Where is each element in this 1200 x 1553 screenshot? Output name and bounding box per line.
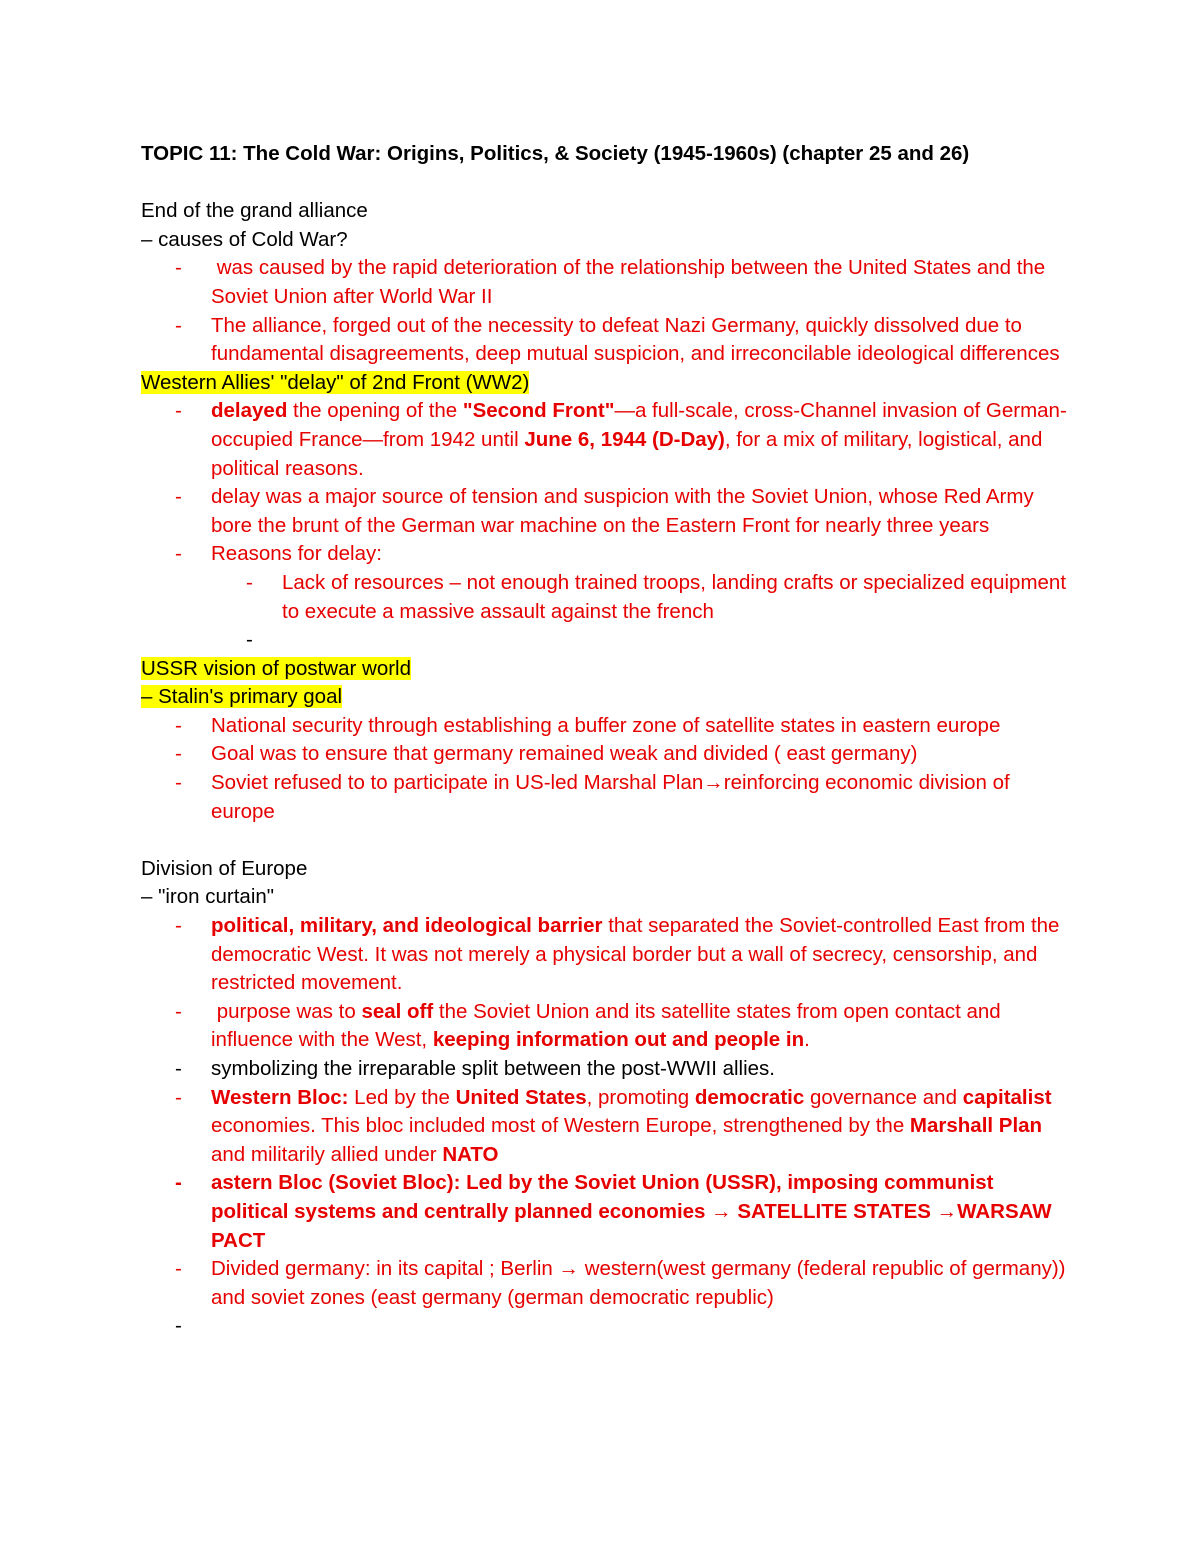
bold-term: capitalist [962,1085,1052,1109]
highlighted-subheading: – Stalin's primary goal [141,685,343,709]
text-run: . [804,1028,810,1052]
bold-term: delayed [211,399,288,423]
bullet-text: National security through establishing a buffer zone of satellite states in eastern europe [211,713,1001,737]
bold-term: United States [455,1085,587,1109]
bullet-text: Reasons for delay: [211,542,382,566]
page-title: TOPIC 11: The Cold War: Origins, Politics, & Society (1945-1960s) (chapter 25 and 26) [141,142,970,165]
list-item [141,254,1071,311]
bold-term: democratic [694,1085,805,1109]
subheading-causes: – causes of Cold War? [141,227,348,251]
bold-term: Marshall Plan [909,1114,1043,1138]
bullet-text: was caused by the rapid deterioration of the relationship between the United States and the Soviet Union after World War II [211,256,1051,308]
bullet-dash: - [246,570,253,594]
bullet-dash: - [175,914,182,938]
bullet-text [211,397,1071,483]
bullet-text: Lack of resources – not enough trained troops, landing crafts or specialized equipment to execute a massive assault against the french [282,570,1067,623]
bold-term: June 6, 1944 (D-Day) [524,427,725,451]
bullet-dash: - [175,256,182,280]
list-item [141,483,1071,540]
bold-term: Western Bloc: [211,1085,349,1109]
bullet-dash: - [175,399,182,423]
bullet-text: astern Bloc (Soviet Bloc): Led by the Soviet Union (USSR), imposing communist political systems and centrally planned economies → SATELLITE STATES →WARSAW PACT [211,1171,1052,1252]
heading-division-europe: Division of Europe [141,856,308,880]
list-item [141,712,1071,741]
list-item-empty [141,1312,1071,1341]
list-item [141,998,1071,1055]
list-item [141,769,1071,826]
bullet-dash: - [175,1314,182,1338]
bullet-dash: - [175,542,182,566]
highlighted-heading: Western Allies' "delay" of 2nd Front (WW2) [141,370,530,394]
list-item [141,1084,1071,1170]
heading-ussr-vision [141,655,1071,684]
document-body [141,140,1077,1341]
bullet-text: Divided germany: in its capital ; Berlin → western(west germany (federal republic of germany)) and soviet zones (east germany (german democratic republic) [211,1257,1077,1309]
bullet-text: The alliance, forged out of the necessity to defeat Nazi Germany, quickly dissolved due to fundamental disagreements, deep mutual suspicion, and irreconcilable ideological differences [211,313,1060,366]
bullet-text: Goal was to ensure that germany remained weak and divided ( east germany) [211,742,918,766]
bullet-text: symbolizing the irreparable split between the post-WWII allies. [211,1057,775,1080]
list-item [141,397,1071,483]
subheading-stalin-goal [141,683,1071,712]
sub-list-item-empty [141,626,1071,655]
bullet-dash: - [175,999,182,1023]
bold-term: NATO [442,1142,499,1166]
text-run: , promoting [586,1085,695,1109]
text-run: —a full-scale, cross-Channel invasion of German-occupied France—from 1942 until [211,399,1067,451]
subheading-iron-curtain: – "iron curtain" [141,885,275,909]
bold-term: seal off [361,999,434,1023]
bullet-dash: - [175,1057,182,1080]
text-run: and militarily allied under [211,1142,443,1166]
list-item [141,312,1071,369]
text-run: purpose was to [211,999,362,1023]
bullet-dash: - [175,485,182,509]
list-item [141,740,1071,769]
text-run: that separated the Soviet-controlled East from the democratic West. It was not merely a physical border but a wall of secrecy, censorship, and restricted movement. [211,914,1060,995]
heading-western-allies [141,369,1071,398]
spacer [141,826,1071,855]
text-run: governance and [804,1085,963,1109]
bullet-text [211,998,1071,1055]
sub-list-item [141,569,1071,626]
list-item [141,912,1071,998]
text-run: Led by the [348,1085,456,1109]
list-item [141,1255,1077,1312]
bullet-dash: - [175,1171,182,1195]
bullet-text: Soviet refused to to participate in US-led Marshal Plan→reinforcing economic division of europe [211,771,1010,823]
highlighted-heading: USSR vision of postwar world [141,656,412,680]
bullet-dash: - [175,713,182,737]
list-item [141,540,1071,569]
bullet-text [211,912,1071,998]
list-item [141,1169,1071,1255]
heading-grand-alliance: End of the grand alliance [141,199,368,223]
list-item [141,1055,1071,1084]
text-run: economies. This bloc included most of Western Europe, strengthened by the [211,1114,910,1138]
text-run: , for a mix of military, logistical, and political reasons. [211,427,1043,480]
bullet-dash: - [175,1085,182,1109]
text-run: the Soviet Union and its satellite states from open contact and influence with the West, [211,999,1007,1052]
bullet-dash: - [175,313,182,337]
bullet-text [211,1084,1071,1170]
bold-term: "Second Front" [462,399,615,423]
bold-term: political, military, and ideological barrier [211,914,603,938]
bullet-dash: - [175,742,182,766]
text-run: the opening of the [287,399,463,423]
bullet-dash: - [175,1257,182,1281]
bullet-text: delay was a major source of tension and suspicion with the Soviet Union, whose Red Army bore the brunt of the German war machine on the Eastern Front for nearly three years [211,485,1034,537]
bold-term: keeping information out and people in [432,1028,805,1052]
bullet-dash: - [175,771,182,795]
bullet-dash: - [246,628,253,652]
